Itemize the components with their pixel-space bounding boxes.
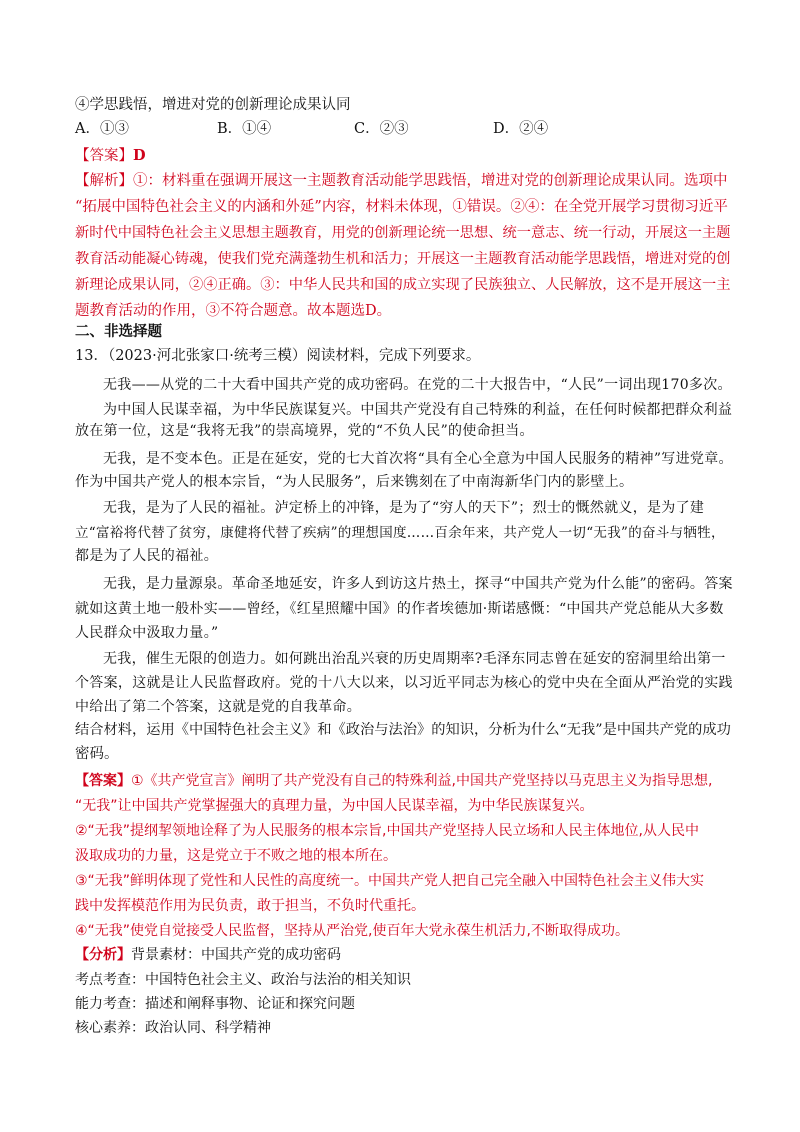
analysis2-line-2: 考点考查：中国特色社会主义、政治与法治的相关知识 <box>75 972 411 988</box>
prompt-line-2: 密码。 <box>75 746 119 762</box>
analysis-line-5: 新理论成果认同，②④正确。③：中华人民共和国的成立实现了民族独立、人民解放，这不是开展这一主 <box>75 277 731 293</box>
answer-line-5: ③“无我”鲜明体现了党性和人民性的高度统一。中国共产党人把自己完全融入中国特色社会主义伟大实 <box>75 873 705 889</box>
material-line-12: 无我，催生无限的创造力。如何跳出治乱兴衰的历史周期率?毛泽东同志曾在延安的窑洞里给出第一 <box>103 651 726 667</box>
material-line-10: 就如这黄土地一般朴实——曾经，《红星照耀中国》的作者埃德加·斯诺感慨：“中国共产党总能从大多数 <box>75 601 724 617</box>
answer-value: D <box>133 147 146 164</box>
option-b: B．①④ <box>217 121 272 137</box>
answer-text-1: ①《共产党宣言》阐明了共产党没有自己的特殊利益,中国共产党坚持以马克思主义为指导思想, <box>131 773 713 789</box>
section-heading: 二、非选择题 <box>75 323 162 340</box>
answer-line-4: 汲取成功的力量，这是党立于不败之地的根本所在。 <box>75 848 397 864</box>
material-line-6: 无我，是为了人民的福祉。泸定桥上的冲锋，是为了“穷人的天下”；烈士的慨然就义，是为了建 <box>103 500 705 516</box>
analysis2-text-1: 背景素材：中国共产党的成功密码 <box>131 947 341 963</box>
analysis-line-4: 教育活动能凝心铸魂，使我们党充满蓬勃生机和活力；开展这一主题教育活动能学思践悟，增进对党的创 <box>75 251 731 267</box>
answer-label-2: 【答案】 <box>75 773 131 789</box>
analysis-line-6: 题教育活动的作用，③不符合题意。故本题选D。 <box>75 303 392 319</box>
choice-answer <box>75 146 735 166</box>
analysis2-line-4: 核心素养：政治认同、科学精神 <box>75 1020 271 1036</box>
answer-line-3: ②“无我”提纲挈领地诠释了为人民服务的根本宗旨,中国共产党坚持人民立场和人民主体地位,从人民中 <box>75 823 699 839</box>
material-line-5: 作为中国共产党人的根本宗旨，“为人民服务”，后来镌刻在了中南海新华门内的影壁上。 <box>75 474 634 490</box>
option-d: D．②④ <box>493 121 549 137</box>
material-line-14: 中给出了第二个答案，这就是党的自我革命。 <box>75 699 361 715</box>
material-line-4: 无我，是不变本色。正是在延安，党的七大首次将“具有全心全意为中国人民服务的精神”写进党章。 <box>103 451 733 467</box>
answer-line-2: “无我”让中国共产党掌握强大的真理力量，为中国人民谋幸福，为中华民族谋复兴。 <box>75 798 594 814</box>
answer-line-6: 践中发挥模范作用为民负责，敢于担当，不负时代重托。 <box>75 898 425 914</box>
option-a: A．①③ <box>75 121 129 137</box>
analysis2-line-3: 能力考查：描述和阐释事物、论证和探究问题 <box>75 996 355 1012</box>
material-line-7: 立“富裕将代替了贫穷，康健将代替了疾病”的理想国度……百余年来，共产党人一切“无我”的奋斗与牺牲， <box>75 525 725 541</box>
option-item-4: ④学思践悟，增进对党的创新理论成果认同 <box>75 97 351 113</box>
prompt-line-1: 结合材料，运用《中国特色社会主义》和《政治与法治》的知识，分析为什么“无我”是中国共产党的成功 <box>75 722 731 738</box>
analysis-label-2: 【分析】 <box>75 947 131 963</box>
analysis2-line-1 <box>75 945 735 965</box>
question-intro: 13．（2023·河北张家口·统考三模）阅读材料，完成下列要求。 <box>75 348 481 364</box>
material-line-1: 无我——从党的二十大看中国共产党的成功密码。在党的二十大报告中，“人民”一词出现170多次。 <box>103 377 732 393</box>
analysis-line-3: 新时代中国特色社会主义思想主题教育，用党的创新理论统一思想、统一意志、统一行动，开展这一主题 <box>75 225 731 241</box>
material-line-9: 无我，是力量源泉。革命圣地延安，许多人到访这片热土，探寻“中国共产党为什么能”的密码。答案 <box>103 576 733 592</box>
analysis-label: 【解析】 <box>75 173 133 189</box>
analysis-text: ①：材料重在强调开展这一主题教育活动能学思践悟，增进对党的创新理论成果认同。选项中 <box>133 173 728 189</box>
answer-line-7: ④“无我”使党自觉接受人民监督，坚持从严治党,使百年大党永葆生机活力,不断取得成功。 <box>75 923 629 939</box>
option-c: C．②③ <box>354 121 409 137</box>
analysis-line-2: “拓展中国特色社会主义的内涵和外延”内容，材料未体现，①错误。②④：在全党开展学习贯彻习近平 <box>75 199 728 215</box>
material-line-11: 人民群众中汲取力量。” <box>75 625 219 641</box>
analysis-line-1 <box>75 171 735 191</box>
material-line-13: 个答案，这就是让人民监督政府。党的十八大以来，以习近平同志为核心的党中央在全面从严治党的实践 <box>75 675 733 691</box>
material-line-2: 为中国人民谋幸福，为中华民族谋复兴。中国共产党没有自己特殊的利益，在任何时候都把群众利益 <box>103 402 733 418</box>
options-row <box>75 119 735 139</box>
material-line-8: 都是为了人民的福祉。 <box>75 548 218 564</box>
answer-label: 【答案】 <box>75 148 133 164</box>
material-line-3: 放在第一位，这是“我将无我”的崇高境界，党的“不负人民”的使命担当。 <box>75 423 534 439</box>
answer-line-1 <box>75 771 735 791</box>
